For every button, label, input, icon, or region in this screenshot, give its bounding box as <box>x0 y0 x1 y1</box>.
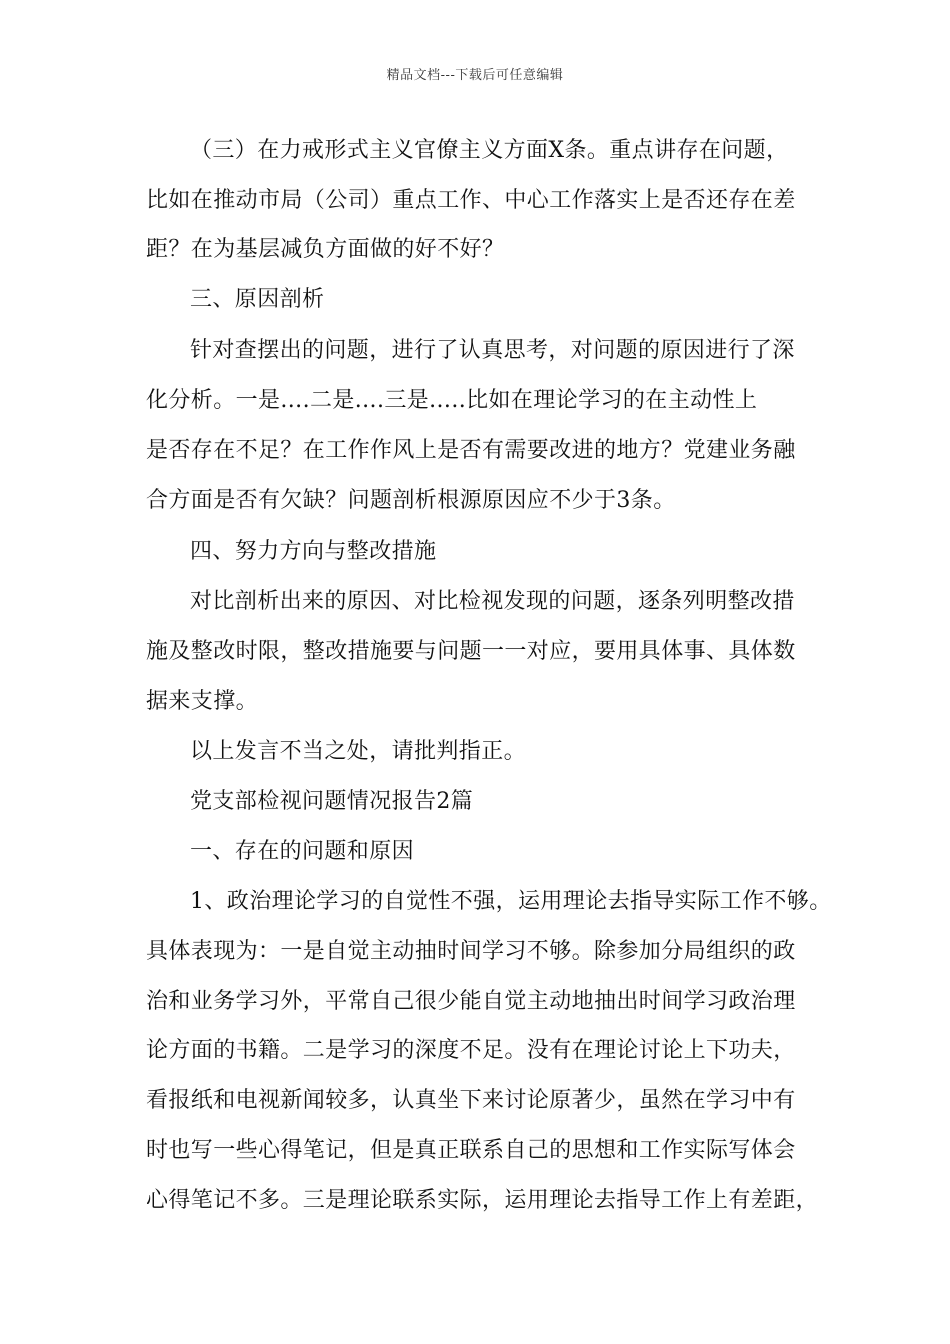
page-header: 精品文档---下载后可任意编辑 <box>386 68 564 83</box>
paragraph-line: 据来支撑。 <box>146 689 259 714</box>
paragraph-line: 比如在推动市局（公司）重点工作、中心工作落实上是否还存在差 <box>146 188 796 213</box>
paragraph-line: 具体表现为：一是自觉主动抽时间学习不够。除参加分局组织的政 <box>146 939 796 964</box>
paragraph-line: 以上发言不当之处，请批判指正。 <box>190 739 527 764</box>
paragraph-line: 化分析。一是....二是....三是.....比如在理论学习的在主动性上 <box>146 388 758 413</box>
paragraph-line: 距？在为基层减负方面做的好不好？ <box>146 237 505 262</box>
report-title: 党支部检视问题情况报告2篇 <box>190 789 474 814</box>
paragraph-line: 合方面是否有欠缺？问题剖析根源原因应不少于3条。 <box>146 488 676 513</box>
paragraph-line: 针对查摆出的问题，进行了认真思考，对问题的原因进行了深 <box>190 338 795 363</box>
paragraph-line: 对比剖析出来的原因、对比检视发现的问题，逐条列明整改措 <box>190 589 795 614</box>
paragraph-line: 论方面的书籍。二是学习的深度不足。没有在理论讨论上下功夫， <box>146 1038 796 1063</box>
paragraph-line: 看报纸和电视新闻较多，认真坐下来讨论原著少，虽然在学习中有 <box>146 1088 796 1113</box>
paragraph-line: （三）在力戒形式主义官僚主义方面X条。重点讲存在问题， <box>190 138 789 163</box>
section-heading: 一、存在的问题和原因 <box>190 839 415 864</box>
paragraph-line: 是否存在不足？在工作作风上是否有需要改进的地方？党建业务融 <box>146 438 796 463</box>
paragraph-line: 心得笔记不多。三是理论联系实际，运用理论去指导工作上有差距， <box>146 1188 819 1213</box>
paragraph-line: 施及整改时限，整改措施要与问题一一对应，要用具体事、具体数 <box>146 639 796 664</box>
paragraph-line: 1、政治理论学习的自觉性不强，运用理论去指导实际工作不够。 <box>190 889 832 914</box>
paragraph-line: 治和业务学习外，平常自己很少能自觉主动地抽出时间学习政治理 <box>146 989 796 1014</box>
section-heading: 四、努力方向与整改措施 <box>190 539 437 564</box>
section-heading: 三、原因剖析 <box>190 287 325 312</box>
paragraph-line: 时也写一些心得笔记，但是真正联系自己的思想和工作实际写体会 <box>146 1138 796 1163</box>
